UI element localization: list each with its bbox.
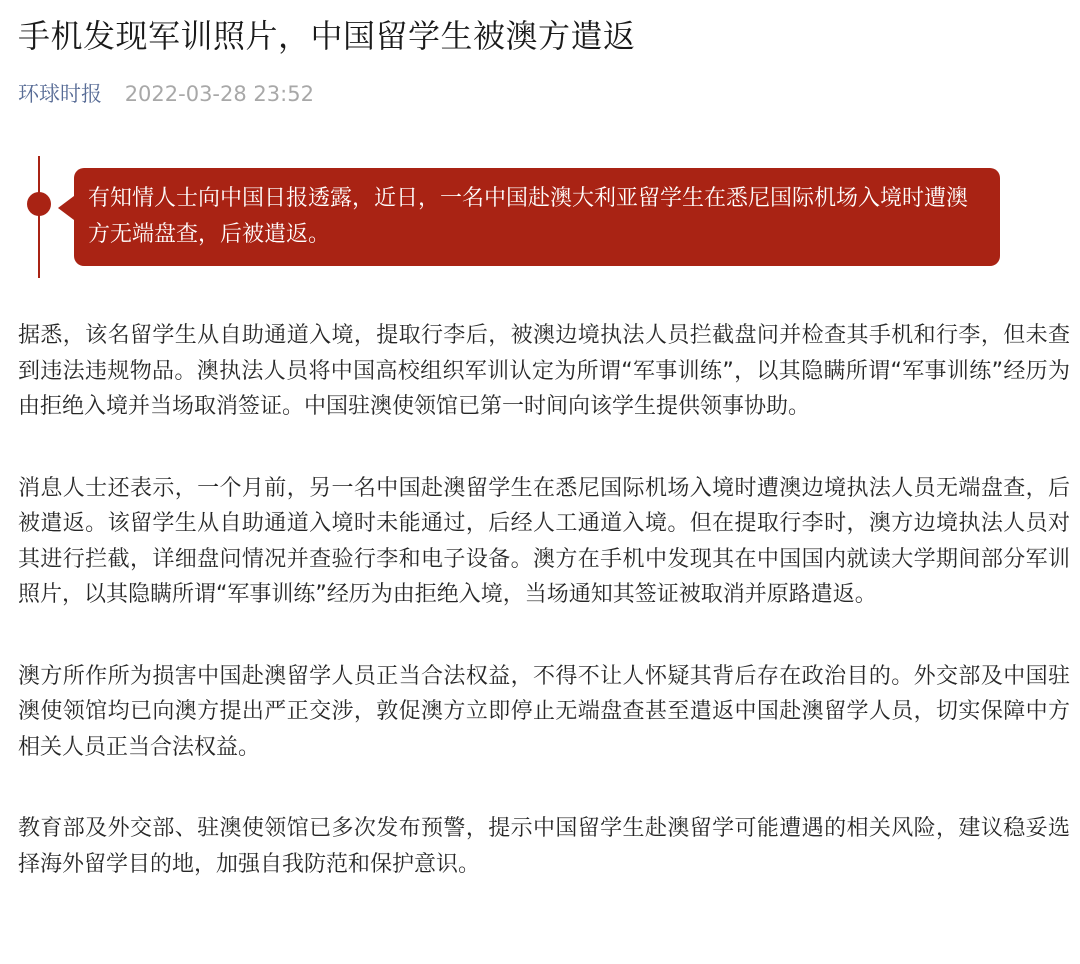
article-title: 手机发现军训照片，中国留学生被澳方遣返 [18,17,636,55]
timeline-dot-icon [27,192,51,216]
summary-text: 有知情人士向中国日报透露，近日，一名中国赴澳大利亚留学生在悉尼国际机场入境时遭澳方无端盘查，后被遣返。 [88,186,969,247]
timeline-line [38,156,40,278]
paragraph: 教育部及外交部、驻澳使领馆已多次发布预警，提示中国留学生赴澳留学可能遭遇的相关风险，建议稳妥选择海外留学目的地，加强自我防范和保护意识。 [18,816,1070,877]
paragraph: 消息人士还表示，一个月前，另一名中国赴澳留学生在悉尼国际机场入境时遭澳边境执法人员无端盘查，后被遣返。该留学生从自助通道入境时未能通过，后经人工通道入境。但在提取行李时，澳方边境执法人员对其进行拦截，详细盘问情况并查验行李和电子设备。澳方在手机中发现其在中国国内就读大学期间部分军训照片，以其隐瞒所谓“军事训练”经历为由拒绝入境，当场通知其签证被取消并原路遣返。 [18,475,1070,607]
article-body [18,318,1070,928]
summary-callout [74,168,1000,266]
article-meta [18,78,314,110]
paragraph: 据悉，该名留学生从自助通道入境，提取行李后，被澳边境执法人员拦截盘问并检查其手机和行李，但未查到违法违规物品。澳执法人员将中国高校组织军训认定为所谓“军事训练”，以其隐瞒所谓“军事训练”经历为由拒绝入境并当场取消签证。中国驻澳使领馆已第一时间向该学生提供领事协助。 [18,323,1070,419]
source-link[interactable]: 环球时报 [18,82,102,106]
paragraph: 澳方所作所为损害中国赴澳留学人员正当合法权益，不得不让人怀疑其背后存在政治目的。外交部及中国驻澳使领馆均已向澳方提出严正交涉，敦促澳方立即停止无端盘查甚至遣返中国赴澳留学人员，切实保障中方相关人员正当合法权益。 [18,663,1070,760]
publish-date: 2022-03-28 23:52 [124,82,314,106]
